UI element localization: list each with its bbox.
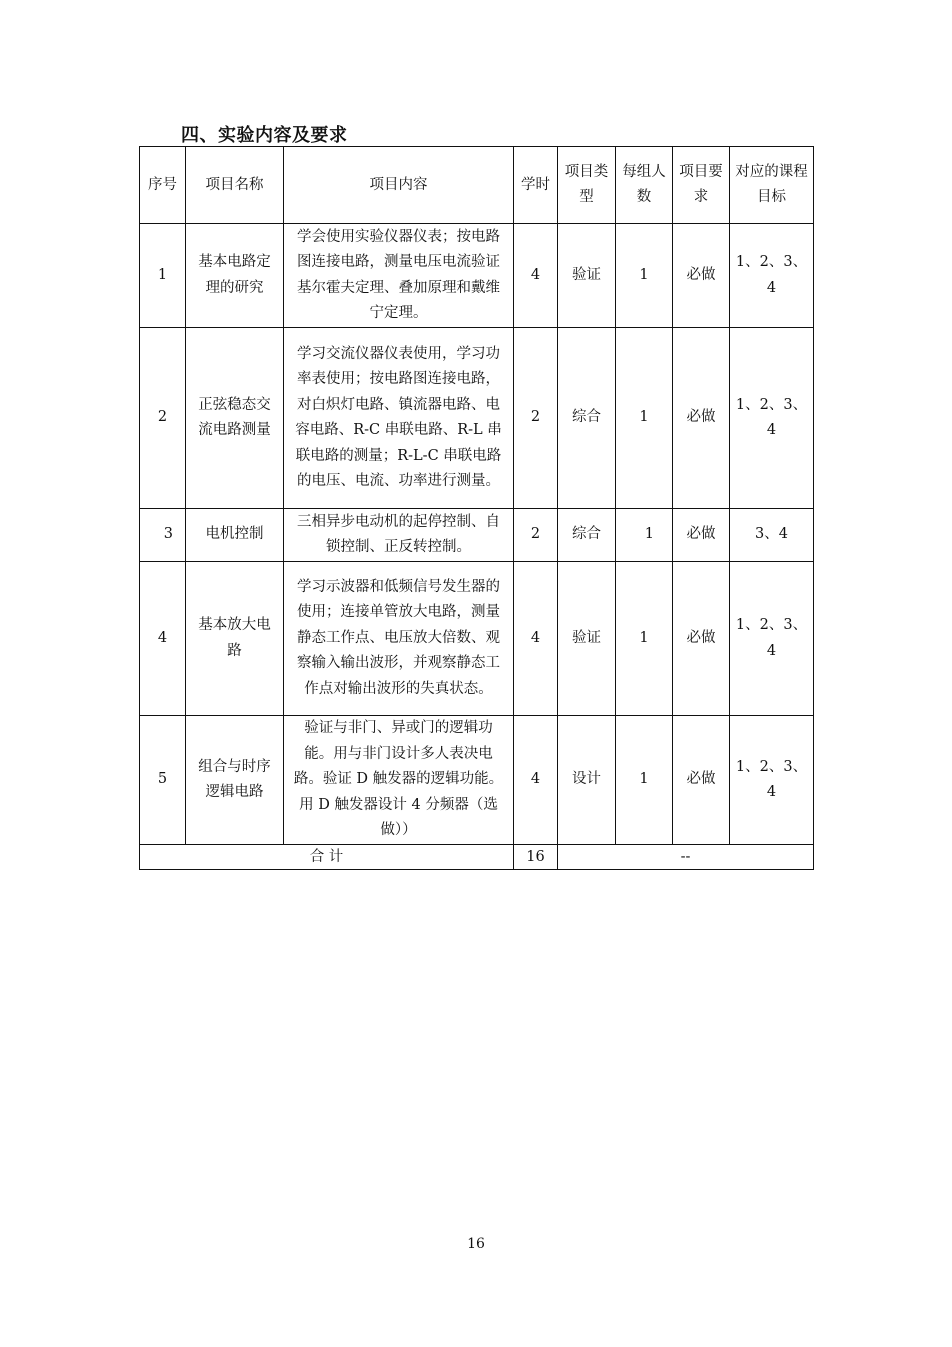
row-group: 1 [616,509,673,562]
row-req: 必做 [673,562,730,716]
section-heading: 四、实验内容及要求 [181,125,348,146]
row-group: 1 [616,562,673,716]
row-hours: 4 [514,562,558,716]
row-content: 验证与非门、异或门的逻辑功能。用与非门设计多人表决电路。验证 D 触发器的逻辑功能。用 D 触发器设计 4 分频器（选做）） [284,716,514,845]
row-req: 必做 [673,328,730,509]
row-hours: 4 [514,224,558,328]
total-row [140,845,814,870]
row-index: 5 [140,716,186,845]
header-hours: 学时 [514,147,558,224]
row-goal: 1、2、3、4 [730,716,814,845]
row-group: 1 [616,328,673,509]
row-index: 1 [140,224,186,328]
row-name: 电机控制 [186,509,284,562]
row-content: 三相异步电动机的起停控制、自锁控制、正反转控制。 [284,509,514,562]
row-hours: 4 [514,716,558,845]
total-rest: -- [558,845,814,870]
row-index: 2 [140,328,186,509]
table-row [140,328,814,509]
header-index: 序号 [140,147,186,224]
row-content: 学习示波器和低频信号发生器的使用；连接单管放大电路，测量静态工作点、电压放大倍数、观察输入输出波形，并观察静态工作点对输出波形的失真状态。 [284,562,514,716]
header-goal: 对应的课程目标 [730,147,814,224]
row-hours: 2 [514,328,558,509]
row-goal: 1、2、3、4 [730,562,814,716]
row-type: 综合 [558,328,616,509]
row-content: 学习交流仪器仪表使用，学习功率表使用；按电路图连接电路，对白炽灯电路、镇流器电路、电容电路、R-C 串联电路、R-L 串联电路的测量；R-L-C 串联电路的电压、电流、功率进行测量。 [284,328,514,509]
row-index: 4 [140,562,186,716]
header-group: 每组人数 [616,147,673,224]
row-name: 正弦稳态交流电路测量 [186,328,284,509]
row-hours: 2 [514,509,558,562]
row-goal: 3、4 [730,509,814,562]
row-type: 验证 [558,224,616,328]
row-group: 1 [616,224,673,328]
row-content: 学会使用实验仪器仪表；按电路图连接电路，测量电压电流验证基尔霍夫定理、叠加原理和戴维宁定理。 [284,224,514,328]
table-row [140,224,814,328]
row-req: 必做 [673,716,730,845]
header-name: 项目名称 [186,147,284,224]
row-group: 1 [616,716,673,845]
table-row [140,562,814,716]
row-name: 基本电路定理的研究 [186,224,284,328]
row-type: 综合 [558,509,616,562]
row-req: 必做 [673,224,730,328]
row-index: 3 [140,509,186,562]
row-name: 组合与时序逻辑电路 [186,716,284,845]
row-type: 设计 [558,716,616,845]
row-type: 验证 [558,562,616,716]
header-content: 项目内容 [284,147,514,224]
row-goal: 1、2、3、4 [730,224,814,328]
row-name: 基本放大电路 [186,562,284,716]
header-req: 项目要求 [673,147,730,224]
total-hours: 16 [514,845,558,870]
table-row [140,716,814,845]
table-header-row [140,147,814,224]
page-number: 16 [467,1236,485,1252]
total-label: 合 计 [140,845,514,870]
experiment-table [139,146,814,870]
header-type: 项目类型 [558,147,616,224]
row-req: 必做 [673,509,730,562]
row-goal: 1、2、3、4 [730,328,814,509]
table-row [140,509,814,562]
